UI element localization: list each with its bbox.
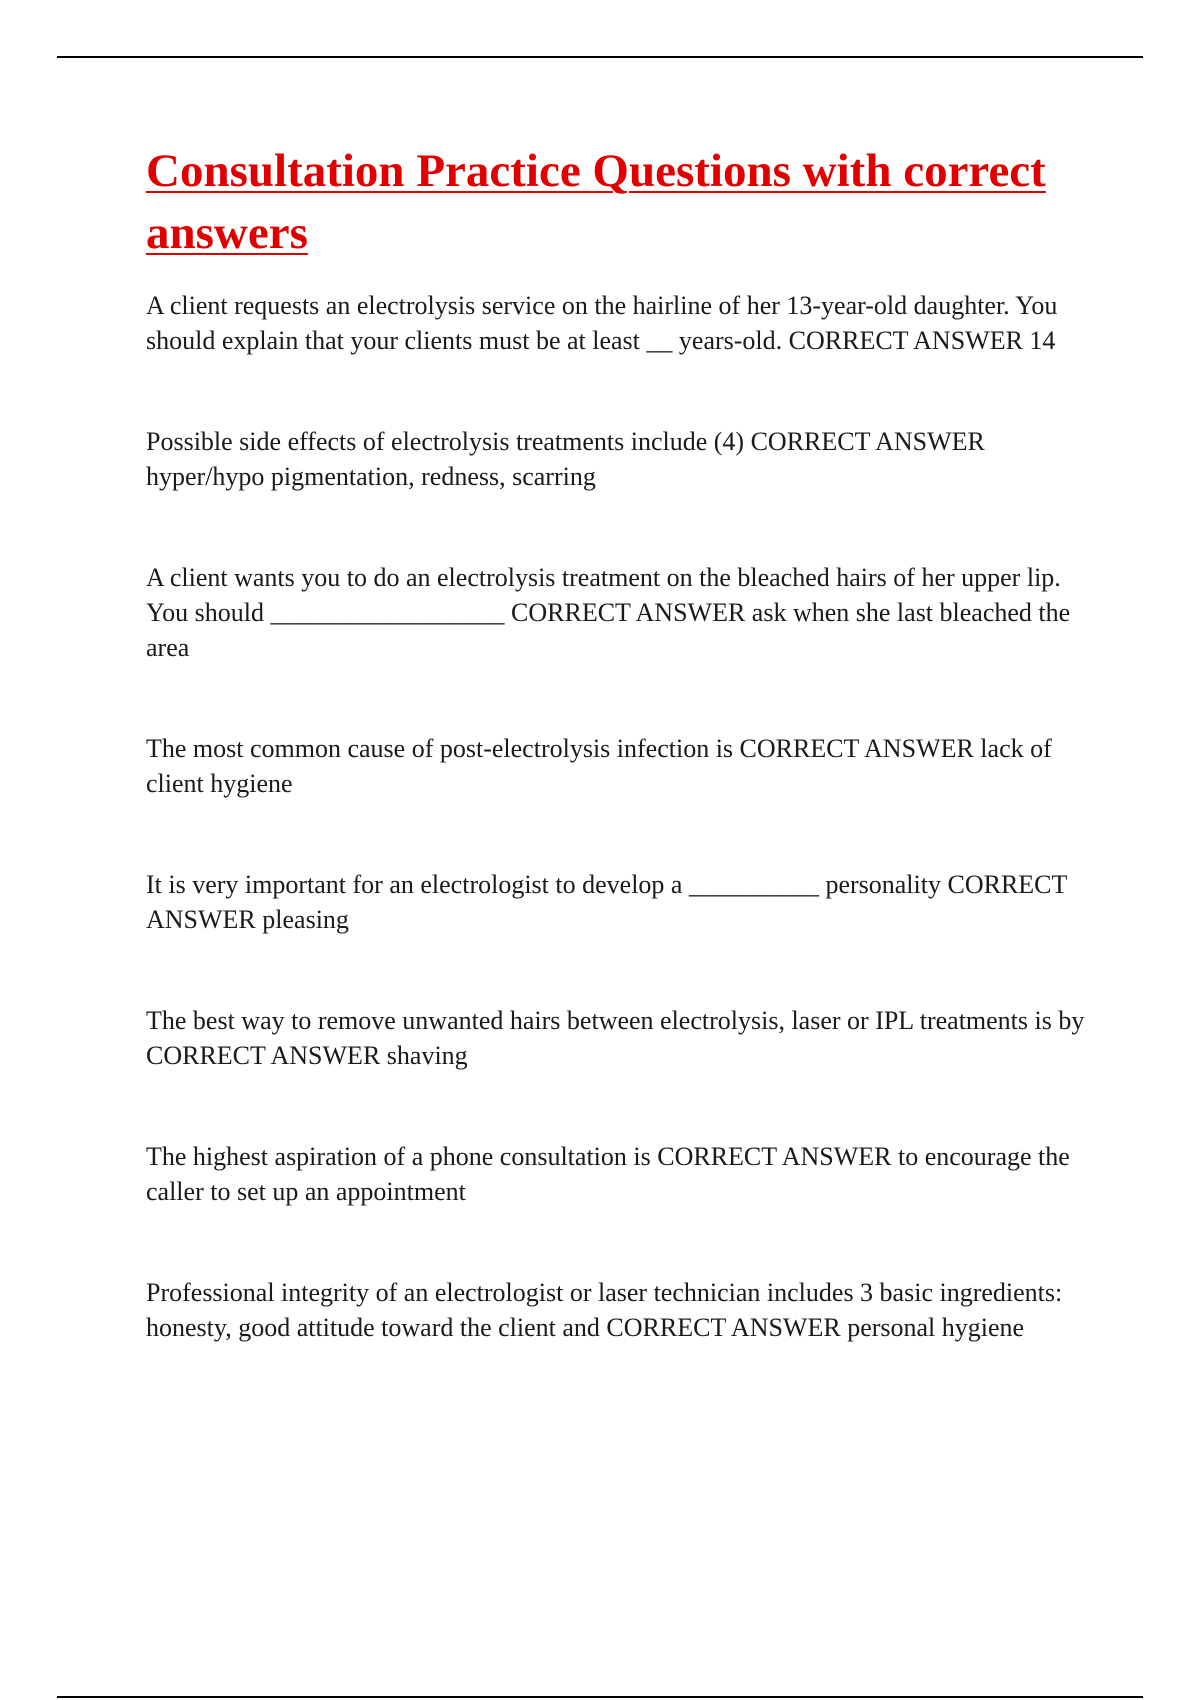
document-body — [146, 140, 1096, 1411]
question-item-4: The most common cause of post-electrolysis infection is CORRECT ANSWER lack of client hygiene — [146, 734, 1052, 798]
question-list — [146, 288, 1096, 1345]
document-title: Consultation Practice Questions with correct answers — [146, 145, 1046, 259]
question-item-6: The best way to remove unwanted hairs between electrolysis, laser or IPL treatments is by CORRECT ANSWER shaving — [146, 1006, 1085, 1070]
question-item-7: The highest aspiration of a phone consultation is CORRECT ANSWER to encourage the caller to set up an appointment — [146, 1142, 1070, 1206]
question-item-1: A client requests an electrolysis service on the hairline of her 13-year-old daughter. You should explain that your clients must be at least __ years-old. CORRECT ANSWER 14 — [146, 291, 1058, 355]
bottom-divider — [57, 1696, 1143, 1698]
top-divider — [57, 56, 1143, 58]
question-item-8: Professional integrity of an electrologist or laser technician includes 3 basic ingredients: honesty, good attitude toward the client and CORRECT ANSWER personal hygiene — [146, 1278, 1063, 1342]
question-item-3: A client wants you to do an electrolysis treatment on the bleached hairs of her upper lip. You should __________________ CORRECT ANSWER ask when she last bleached the area — [146, 563, 1071, 662]
question-item-5: It is very important for an electrologist to develop a __________ personality CORRECT ANSWER pleasing — [146, 870, 1067, 934]
question-item-2: Possible side effects of electrolysis treatments include (4) CORRECT ANSWER hyper/hypo pigmentation, redness, scarring — [146, 427, 985, 491]
